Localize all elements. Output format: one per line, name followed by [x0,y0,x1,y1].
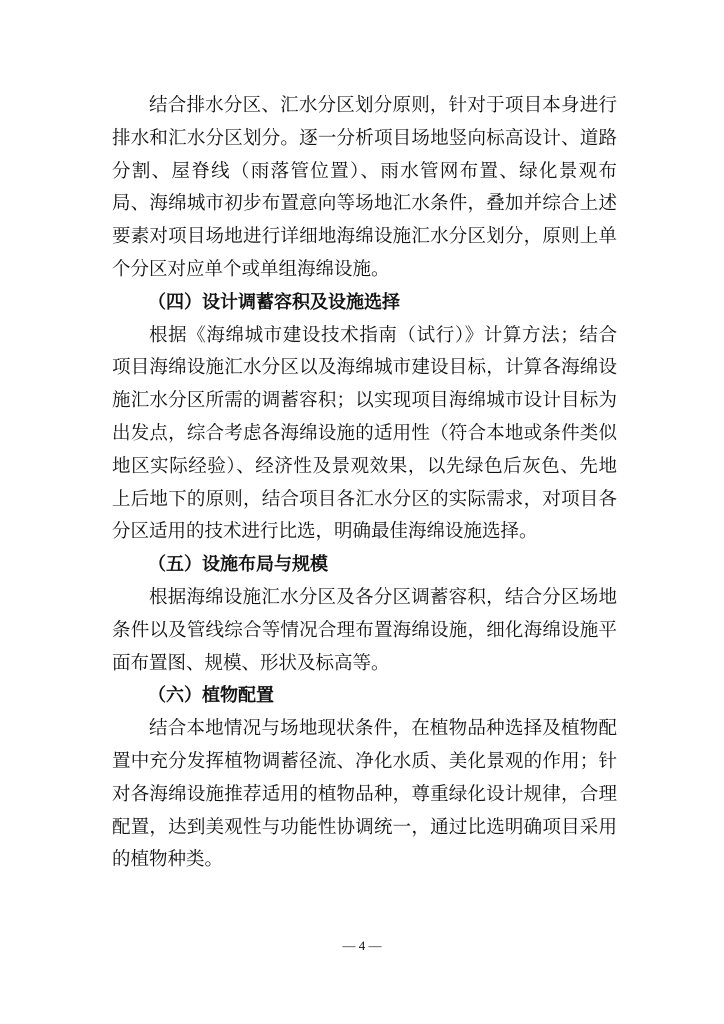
paragraph-drainage-zoning: 结合排水分区、汇水分区划分原则，针对于项目本身进行排水和汇水分区划分。逐一分析项目场地竖向标高设计、道路分割、屋脊线（雨落管位置）、雨水管网布置、绿化景观布局、海绵城市初步布置意向等场地汇水条件，叠加并综合上述要素对项目场地进行详细地海绵设施汇水分区划分，原则上单个分区对应单个或单组海绵设施。 [112,95,617,280]
paragraph-plant-configuration: 结合本地情况与场地现状条件，在植物品种选择及植物配置中充分发挥植物调蓄径流、净化水质、美化景观的作用；针对各海绵设施推荐适用的植物品种，尊重绿化设计规律，合理配置，达到美观性与功能性协调统一，通过比选明确项目采用的植物种类。 [112,718,617,871]
page-number: — 4 — [342,938,382,953]
section-heading-5: （五）设施布局与规模 [148,554,328,576]
document-body [112,90,617,877]
paragraph-facility-layout: 根据海绵设施汇水分区及各分区调蓄容积，结合分区场地条件以及管线综合等情况合理布置海绵设施，细化海绵设施平面布置图、规模、形状及标高等。 [112,586,617,674]
paragraph-storage-volume: 根据《海绵城市建设技术指南（试行）》计算方法；结合项目海绵设施汇水分区以及海绵城市建设目标，计算各海绵设施汇水分区所需的调蓄容积；以实现项目海绵城市设计目标为出发点，综合考虑各海绵设施的适用性（符合本地或条件类似地区实际经验）、经济性及景观效果，以先绿色后灰色、先地上后地下的原则，结合项目各汇水分区的实际需求，对项目各分区适用的技术进行比选，明确最佳海绵设施选择。 [112,324,617,543]
section-heading-4: （四）设计调蓄容积及设施选择 [148,291,400,313]
section-heading-6: （六）植物配置 [148,685,274,707]
